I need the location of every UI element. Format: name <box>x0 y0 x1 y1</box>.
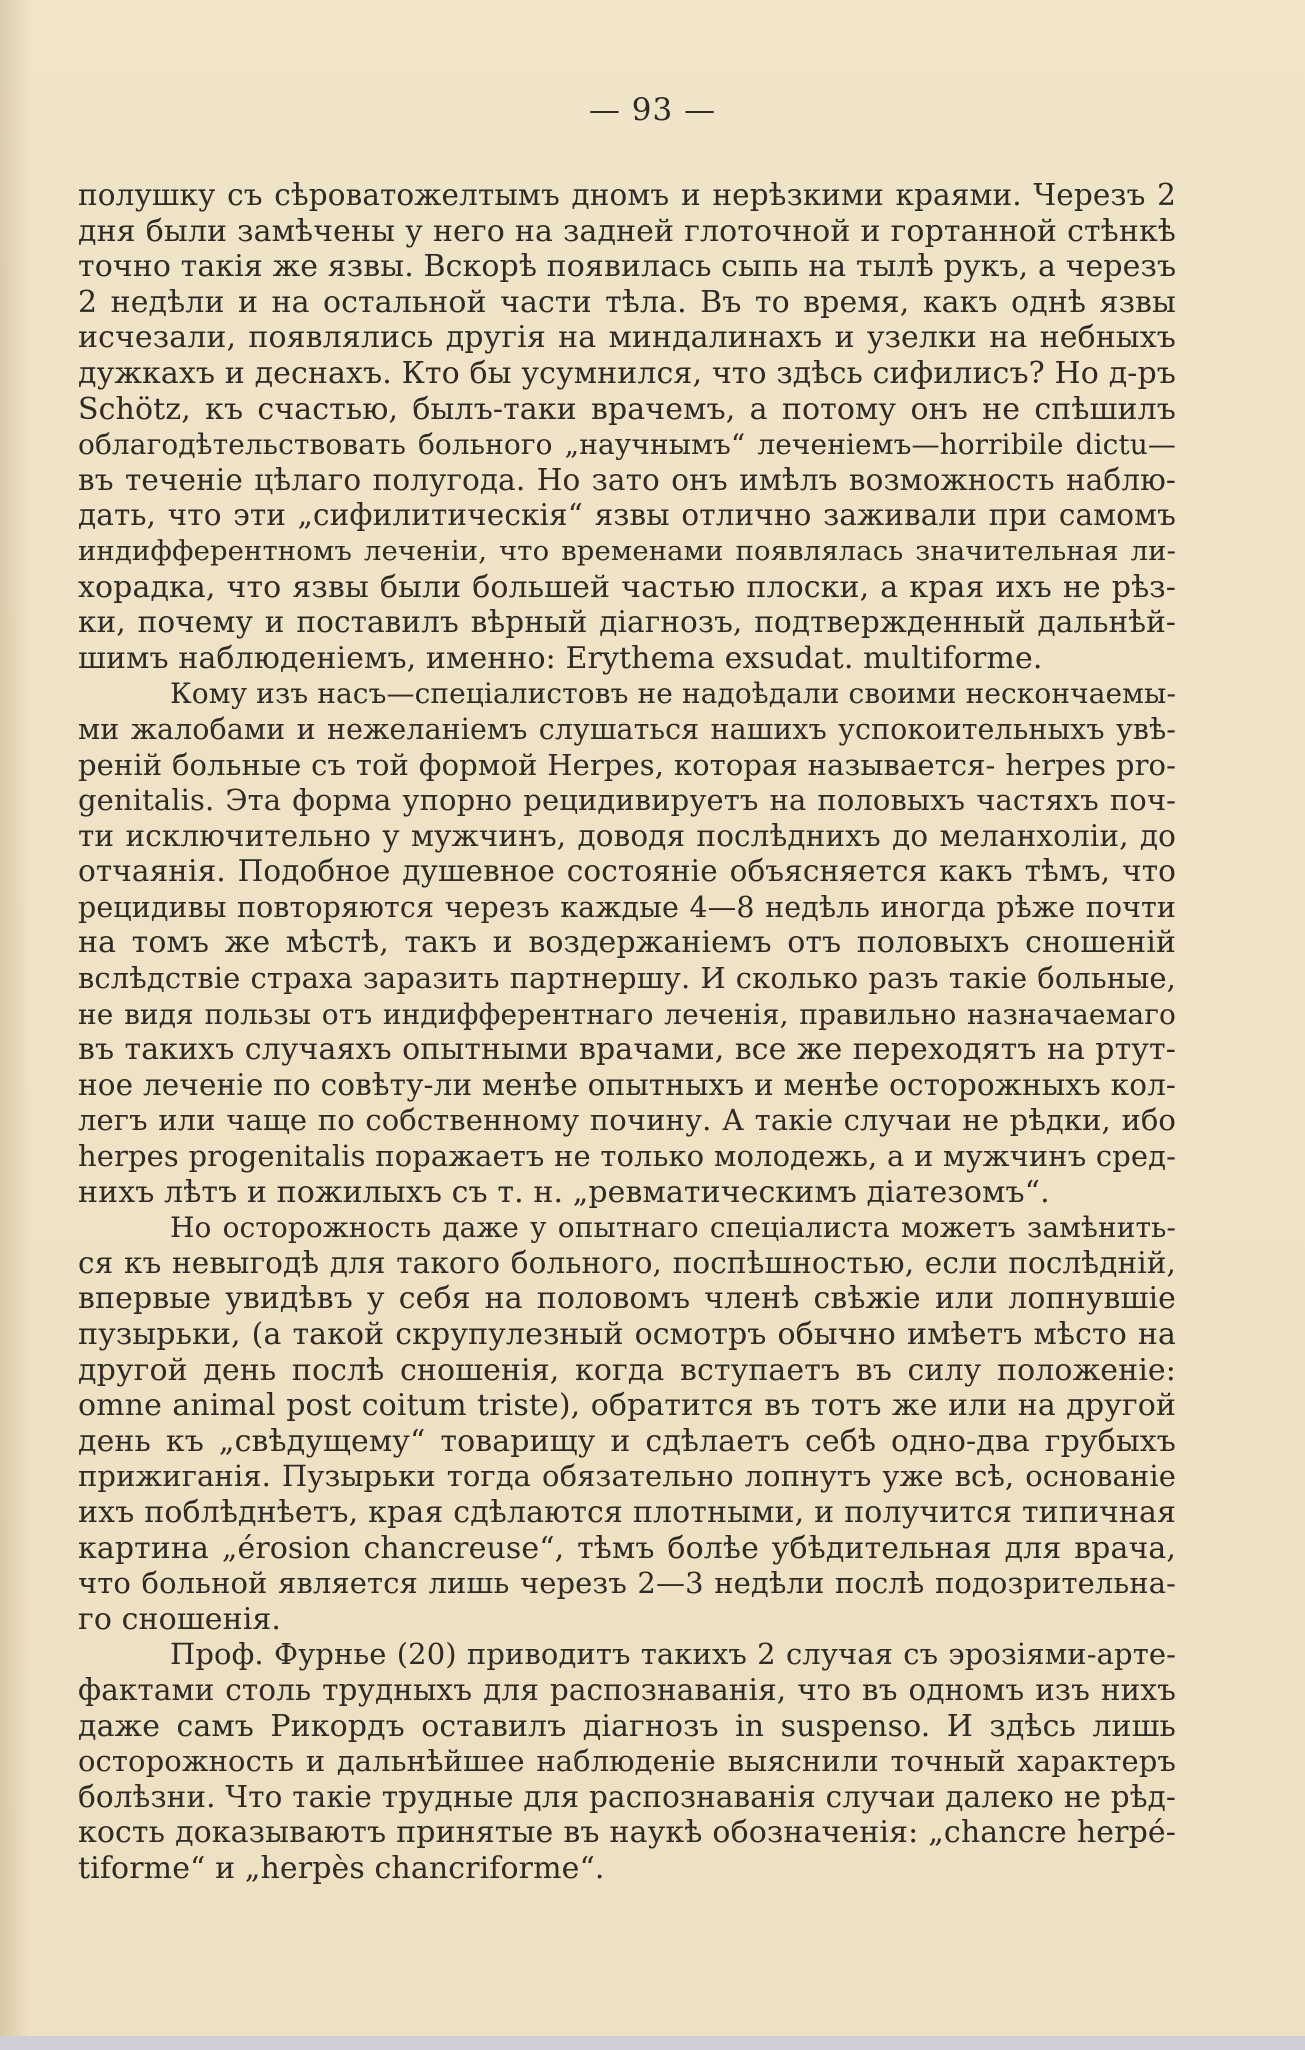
text-line: полушку съ сѣроватожелтымъ дномъ и нерѣзкими краями. Черезъ 2 <box>78 178 1176 212</box>
text-line: genitalis. Эта форма упорно рецидивируетъ на половыхъ частяхъ поч- <box>78 783 1176 818</box>
text-line: хорадка, что язвы были большей частью плоски, а края ихъ не рѣз- <box>78 569 1176 605</box>
text-line: пузырьки, (а такой скрупулезный осмотръ обычно имѣетъ мѣсто на <box>78 1317 1176 1352</box>
text-line: даже самъ Рикордъ оставилъ діагнозъ in suspenso. И здѣсь лишь <box>78 1708 1176 1744</box>
text-line: точно такія же язвы. Вскорѣ появилась сыпь на тылѣ рукъ, а черезъ <box>78 249 1177 285</box>
page-number: — 93 — <box>588 92 717 128</box>
text-line: прижиганія. Пузырьки тогда обязательно лопнутъ уже всѣ, основаніе <box>78 1459 1176 1494</box>
text-line: herpes progenitalis поражаетъ не только молодежь, а и мужчинъ сред- <box>78 1139 1176 1174</box>
text-line: другой день послѣ сношенія, когда вступаетъ въ силу положеніе: <box>78 1352 1176 1388</box>
text-line: фактами столь трудныхъ для распознаванія, что въ одномъ изъ нихъ <box>78 1672 1176 1707</box>
text-line: ное леченіе по совѣту-ли менѣе опытныхъ и менѣе осторожныхъ кол- <box>78 1067 1176 1102</box>
text-line: вслѣдствіе страха заразить партнершу. И сколько разъ такіе больные, <box>78 961 1176 996</box>
text-line: ми жалобами и нежеланіемъ слушаться нашихъ успокоительныхъ увѣ- <box>78 712 1176 746</box>
text-line: го сношенія. <box>78 1601 282 1637</box>
text-line: ки, почему и поставилъ вѣрный діагнозъ, подтвержденный дальнѣй- <box>78 605 1176 640</box>
text-line: Schötz, къ счастью, былъ-таки врачемъ, а потому онъ не спѣшилъ <box>78 391 1176 427</box>
text-line: дужкахъ и деснахъ. Кто бы усумнился, что здѣсь сифилисъ? Но д-ръ <box>78 355 1176 391</box>
text-line: рецидивы повторяются черезъ каждые 4—8 недѣль иногда рѣже почти <box>78 890 1176 924</box>
text-line: осторожность и дальнѣйшее наблюденіе выяснили точный характеръ <box>78 1744 1176 1779</box>
text-line: tiforme“ и „herpès chancriforme“. <box>78 1850 605 1886</box>
text-line: впервые увидѣвъ у себя на половомъ членѣ свѣжіе или лопнувшіе <box>78 1281 1176 1317</box>
text-line: болѣзни. Что такіе трудные для распознаванія случаи далеко не рѣд- <box>78 1779 1176 1814</box>
text-line: реній больные съ той формой Herpes, которая называется- herpes pro- <box>78 747 1176 782</box>
text-line: шимъ наблюденіемъ, именно: Erythema exsudat. multiforme. <box>78 640 1043 676</box>
text-line: индифферентномъ леченіи, что временами появлялась значительная ли- <box>78 534 1176 567</box>
text-line: день къ „свѣдущему“ товарищу и сдѣлаетъ себѣ одно-два грубыхъ <box>78 1423 1176 1459</box>
text-line: въ такихъ случаяхъ опытными врачами, все же переходятъ на ртут- <box>78 1032 1176 1068</box>
body-text <box>78 178 1176 1887</box>
text-line: дня были замѣчены у него на задней глоточной и гортанной стѣнкѣ <box>78 213 1176 249</box>
text-line: картина „érosion chancreuse“, тѣмъ болѣе убѣдительная для врача, <box>78 1530 1176 1566</box>
text-line: отчаянія. Подобное душевное состояніе объясняется какъ тѣмъ, что <box>78 854 1176 889</box>
text-line: дать, что эти „сифилитическія“ язвы отлично заживали при самомъ <box>78 498 1176 533</box>
text-line: Но осторожность даже у опытнаго спеціалиста можетъ замѣнить- <box>170 1211 1176 1245</box>
text-line: легъ или чаще по собственному почину. А такіе случаи не рѣдки, ибо <box>78 1103 1176 1138</box>
text-line: ти исключительно у мужчинъ, доводя послѣднихъ до меланхоліи, до <box>78 818 1176 853</box>
text-line: на томъ же мѣстѣ, такъ и воздержаніемъ отъ половыхъ сношеній <box>78 925 1176 961</box>
text-line: кость доказываютъ принятые въ наукѣ обозначенія: „chancre herpé- <box>78 1815 1176 1851</box>
text-line: ся къ невыгодѣ для такого больного, поспѣшностью, если послѣдній, <box>78 1245 1176 1280</box>
text-line: исчезали, появлялись другія на миндалинахъ и узелки на небныхъ <box>78 320 1176 356</box>
text-line: не видя пользы отъ индифферентнаго леченія, правильно назначаемаго <box>78 997 1176 1031</box>
text-line: въ теченіе цѣлаго полугода. Но зато онъ имѣлъ возможность наблю- <box>78 462 1176 497</box>
text-line: Кому изъ насъ—спеціалистовъ не надоѣдали своими нескончаемы- <box>170 677 1177 711</box>
text-line: что больной является лишь черезъ 2—3 недѣли послѣ подозрительна- <box>78 1566 1176 1601</box>
text-line: нихъ лѣтъ и пожилыхъ съ т. н. „ревматическимъ діатезомъ“. <box>78 1174 1050 1210</box>
text-line: облагодѣтельствовать больного „научнымъ“ леченіемъ—horribile dictu— <box>78 428 1176 462</box>
text-line: Проф. Фурнье (20) приводитъ такихъ 2 случая съ эрозіями-арте- <box>170 1637 1176 1672</box>
text-line: 2 недѣли и на остальной части тѣла. Въ то время, какъ однѣ язвы <box>78 284 1176 320</box>
scan-edge <box>0 2036 1305 2050</box>
text-line: ихъ поблѣднѣетъ, края сдѣлаются плотными, и получится типичная <box>78 1494 1176 1530</box>
text-line: omne animal post coitum triste), обратится въ тотъ же или на другой <box>78 1388 1176 1424</box>
